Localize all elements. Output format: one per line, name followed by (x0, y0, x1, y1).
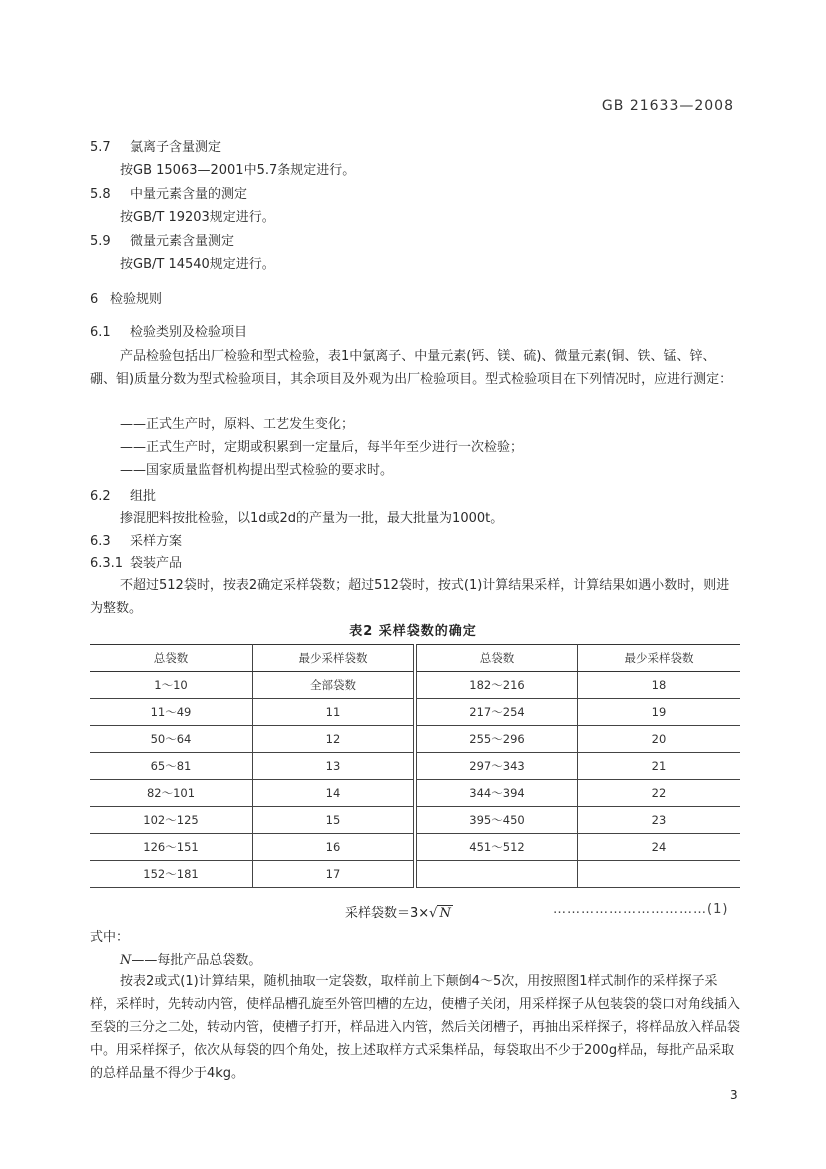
table-cell: 17 (253, 861, 416, 888)
section-6-1-item: ——正式生产时，定期或积累到一定量后，每半年至少进行一次检验； (120, 440, 524, 455)
sampling-procedure-paragraph: 按表2或式(1)计算结果，随机抽取一定袋数，取样前上下颠倒4～5次，用按照图1样式制作的采样探子采样，采样时，先转动内管，使样品槽孔旋至外管凹槽的左边，使槽子关闭，用采样探子从包装袋的袋口对角线插入至袋的三分之二处，转动内管，使槽子打开，样品进入内管，然后关闭槽子，再抽出采样探子，将样品放入样品袋中。用采样探子，依次从每袋的四个角处，按上述取样方式采集样品，每袋取出不少于200g样品，每批产品采取的总样品量不得少于4kg。 (90, 974, 741, 1081)
table-cell: 451～512 (415, 834, 578, 861)
section-5-7-heading: 5.7 氯离子含量测定 (90, 140, 222, 155)
where-label: 式中： (90, 930, 130, 945)
table-row (90, 672, 740, 699)
table-row (90, 753, 740, 780)
section-6-1-item: ——国家质量监督机构提出型式检验的要求时。 (120, 463, 394, 478)
table-cell: 19 (651, 705, 667, 719)
page-number: 3 (730, 1088, 738, 1102)
table-cell: 全部袋数 (253, 672, 416, 699)
table-cell: 13 (253, 753, 416, 780)
section-6-heading: 6 检验规则 (90, 292, 163, 307)
section-5-7-body: 按GB 15063—2001中5.7条规定进行。 (120, 163, 356, 178)
table-cell: 12 (253, 726, 416, 753)
table-cell: 152～181 (90, 861, 253, 888)
table-cell: 20 (651, 732, 667, 746)
table-cell: 24 (651, 840, 667, 854)
table-cell: 395～450 (415, 807, 578, 834)
header-total-bags: 总袋数 (415, 645, 578, 672)
table-cell: 18 (651, 678, 667, 692)
table-cell: 15 (253, 807, 416, 834)
table-cell: 21 (651, 759, 667, 773)
table-cell: 82～101 (90, 780, 253, 807)
table-cell: 16 (253, 834, 416, 861)
table-cell: 50～64 (90, 726, 253, 753)
variable-definition: N——每批产品总袋数。 (120, 953, 262, 968)
table-cell: 297～343 (415, 753, 578, 780)
table-cell (415, 861, 578, 888)
formula-number: ……………………………(1) (553, 902, 729, 917)
table-cell: 102～125 (90, 807, 253, 834)
sampling-formula: 采样袋数＝3×√ N (345, 906, 451, 921)
table-cell: 126～151 (90, 834, 253, 861)
header-min-sample-bags: 最少采样袋数 (578, 645, 741, 672)
table-cell: 23 (651, 813, 667, 827)
table-caption: 表2 采样袋数的确定 (349, 624, 477, 639)
section-5-9-body: 按GB/T 14540规定进行。 (120, 257, 275, 272)
section-6-3-heading: 6.3 采样方案 (90, 534, 183, 549)
section-5-9-heading: 5.9 微量元素含量测定 (90, 234, 235, 249)
section-6-3-1-heading: 6.3.1 袋装产品 (90, 556, 183, 571)
table-cell: 11 (253, 699, 416, 726)
table-cell: 344～394 (415, 780, 578, 807)
section-6-1-paragraph: 产品检验包括出厂检验和型式检验，表1中氯离子、中量元素(钙、镁、硫)、微量元素(铜、铁、锰、锌、硼、钼)质量分数为型式检验项目，其余项目及外观为出厂检验项目。型式检验项目在下列情况时，应进行测定： (90, 349, 733, 387)
table-row (90, 807, 740, 834)
table-row (90, 780, 740, 807)
sampling-table (90, 644, 740, 888)
standard-code-header: GB 21633—2008 (601, 98, 734, 114)
section-6-2-heading: 6.2 组批 (90, 489, 157, 504)
table-cell: 1～10 (90, 672, 253, 699)
section-6-1-item: ——正式生产时，原料、工艺发生变化； (120, 417, 355, 432)
table-row (90, 699, 740, 726)
table-cell: 65～81 (90, 753, 253, 780)
section-6-1-heading: 6.1 检验类别及检验项目 (90, 325, 248, 340)
table-cell: 217～254 (415, 699, 578, 726)
table-cell: 255～296 (415, 726, 578, 753)
table-row (90, 726, 740, 753)
table-cell: 14 (253, 780, 416, 807)
table-row (90, 834, 740, 861)
section-6-3-1-paragraph: 不超过512袋时，按表2确定采样袋数；超过512袋时，按式(1)计算结果采样，计算结果如遇小数时，则进为整数。 (90, 578, 730, 616)
section-6-2-body: 掺混肥料按批检验，以1d或2d的产量为一批，最大批量为1000t。 (120, 511, 504, 526)
table-cell: 22 (651, 786, 667, 800)
table-cell: 11～49 (90, 699, 253, 726)
section-5-8-body: 按GB/T 19203规定进行。 (120, 210, 275, 225)
header-min-sample-bags: 最少采样袋数 (253, 645, 416, 672)
header-total-bags: 总袋数 (90, 645, 253, 672)
section-5-8-heading: 5.8 中量元素含量的测定 (90, 187, 248, 202)
table-cell (578, 861, 741, 888)
table-row (90, 861, 740, 888)
table-cell: 182～216 (415, 672, 578, 699)
table-header-row (90, 645, 740, 672)
